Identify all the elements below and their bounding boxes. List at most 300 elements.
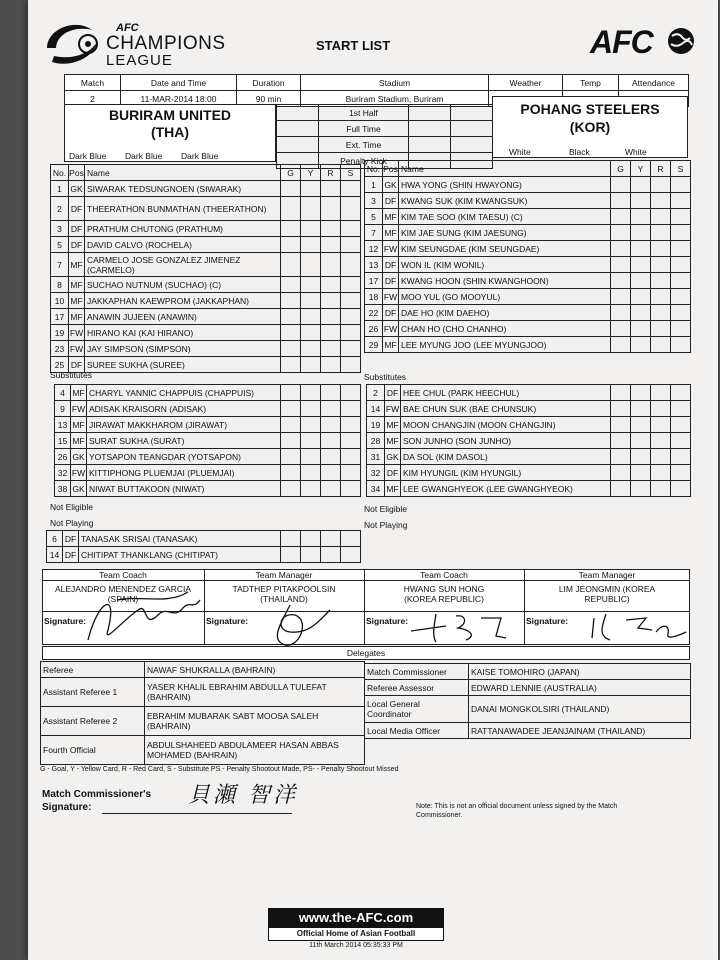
yellow-card-cell [301, 465, 321, 481]
home-team-name: BURIRAM UNITED [108, 107, 232, 123]
goal-cell [281, 385, 301, 401]
goal-cell [611, 481, 631, 497]
match-value: 2 [65, 91, 121, 107]
yellow-card-cell [301, 449, 321, 465]
player-number: 29 [365, 337, 383, 353]
player-number: 9 [55, 401, 71, 417]
delegate-name: ABDULSHAHEED ABDULAMEER HASAN ABBAS MOHAMED (BAHRAIN) [145, 736, 365, 765]
match-label: Match [65, 75, 121, 91]
yellow-card-cell [631, 449, 651, 465]
substitute-cell [341, 449, 361, 465]
player-position: FW [383, 321, 399, 337]
substitute-cell [671, 401, 691, 417]
delegate-name: DANAI MONGKOLSIRI (THAILAND) [469, 696, 691, 723]
yellow-card-cell [631, 337, 651, 353]
red-card-cell [651, 193, 671, 209]
comp-line3: LEAGUE [106, 52, 173, 69]
date-value: 11-MAR-2014 18:00 [121, 91, 237, 107]
player-row [365, 305, 691, 321]
substitute-cell [671, 209, 691, 225]
player-number: 32 [55, 465, 71, 481]
yellow-card-cell [301, 237, 321, 253]
validity-note: Note: This is not an official document unless signed by the Match Commissioner. [416, 803, 618, 819]
player-name: KWANG HOON (SHIN KWANGHOON) [399, 273, 611, 289]
player-number: 18 [365, 289, 383, 305]
delegate-role: Assistant Referee 2 [41, 707, 145, 736]
delegate-name: KAISE TOMOHIRO (JAPAN) [469, 664, 691, 680]
col-y: Y [301, 165, 321, 181]
player-row [367, 417, 691, 433]
player-name: CHARYL YANNIC CHAPPUIS (CHAPPUIS) [87, 385, 281, 401]
player-number: 14 [47, 547, 63, 563]
player-row [55, 465, 361, 481]
red-card-cell [651, 321, 671, 337]
goal-cell [611, 273, 631, 289]
substitute-cell [671, 337, 691, 353]
player-name: KITTIPHONG PLUEMJAI (PLUEMJAI) [87, 465, 281, 481]
player-name: KWANG SUK (KIM KWANGSUK) [399, 193, 611, 209]
player-row [51, 293, 361, 309]
delegate-name: NAWAF SHUKRALLA (BAHRAIN) [145, 662, 365, 678]
player-position: MF [69, 277, 85, 293]
player-position: GK [71, 481, 87, 497]
player-number: 4 [55, 385, 71, 401]
player-number: 3 [365, 193, 383, 209]
score-label-et: Ext. Time [319, 137, 409, 153]
red-card-cell [321, 357, 341, 373]
col-r: R [321, 165, 341, 181]
home-coach-signature [78, 580, 208, 650]
player-position: GK [71, 449, 87, 465]
yellow-card-cell [631, 481, 651, 497]
yellow-card-cell [631, 289, 651, 305]
player-name: DAVID CALVO (ROCHELA) [85, 237, 281, 253]
red-card-cell [651, 209, 671, 225]
substitute-cell [671, 305, 691, 321]
red-card-cell [321, 401, 341, 417]
goal-cell [281, 325, 301, 341]
red-card-cell [321, 221, 341, 237]
player-row [55, 449, 361, 465]
player-number: 14 [367, 401, 385, 417]
col-s: S [671, 161, 691, 177]
player-name: HIRANO KAI (KAI HIRANO) [85, 325, 281, 341]
substitute-cell [341, 277, 361, 293]
substitute-cell [341, 481, 361, 497]
player-number: 10 [51, 293, 69, 309]
substitute-cell [341, 357, 361, 373]
player-number: 8 [51, 277, 69, 293]
player-name: LEE MYUNG JOO (LEE MYUNGJOO) [399, 337, 611, 353]
comp-line1: AFC [116, 22, 139, 34]
home-substitutes-label: Substitutes [50, 370, 93, 380]
home-team-country: (THA) [150, 124, 190, 140]
player-name: SUCHAO NUTNUM (SUCHAO) (C) [85, 277, 281, 293]
player-number: 7 [365, 225, 383, 241]
player-position: MF [71, 433, 87, 449]
away-coach-label: Team Coach [420, 570, 468, 580]
temp-label: Temp [563, 75, 619, 91]
player-row [55, 433, 361, 449]
player-number: 2 [367, 385, 385, 401]
goal-cell [611, 321, 631, 337]
home-score-ft [277, 121, 319, 137]
score-label-ft: Full Time [319, 121, 409, 137]
player-name: MOO YUL (GO MOOYUL) [399, 289, 611, 305]
substitute-cell [341, 221, 361, 237]
red-card-cell [651, 241, 671, 257]
goal-cell [611, 337, 631, 353]
red-card-cell [651, 305, 671, 321]
red-card-cell [321, 385, 341, 401]
player-position: FW [71, 401, 87, 417]
delegate-role: Referee Assessor [365, 680, 469, 696]
red-card-cell [651, 449, 671, 465]
red-card-cell [321, 309, 341, 325]
player-number: 23 [51, 341, 69, 357]
player-name: PRATHUM CHUTONG (PRATHUM) [85, 221, 281, 237]
stadium-value: Buriram Stadium, Buriram [301, 91, 489, 107]
away-subs [367, 385, 691, 497]
red-card-cell [321, 277, 341, 293]
player-number: 2 [51, 197, 69, 221]
substitute-cell [671, 289, 691, 305]
goal-cell [281, 197, 301, 221]
away-kit-2: Black [569, 147, 590, 157]
yellow-card-cell [301, 385, 321, 401]
home-not-playing [47, 531, 361, 563]
home-manager-signature-label: Signature: [206, 616, 249, 626]
player-name: MOON CHANGJIN (MOON CHANGJIN) [401, 417, 611, 433]
home-score-1st [277, 105, 319, 121]
player-name: CHAN HO (CHO CHANHO) [399, 321, 611, 337]
delegates-right-table [364, 663, 691, 739]
substitute-cell [671, 241, 691, 257]
red-card-cell [321, 237, 341, 253]
footer-timestamp: 11th March 2014 05:35:33 PM [309, 942, 403, 949]
away-not-eligible-label: Not Eligible [364, 504, 407, 514]
substitute-cell [341, 197, 361, 221]
substitute-cell [341, 385, 361, 401]
delegate-role: Assistant Referee 1 [41, 678, 145, 707]
player-position: DF [383, 273, 399, 289]
red-card-cell [651, 273, 671, 289]
player-row [51, 309, 361, 325]
yellow-card-cell [301, 547, 321, 563]
player-position: MF [385, 481, 401, 497]
col-no: No. [51, 165, 69, 181]
globe-icon [666, 26, 696, 56]
yellow-card-cell [631, 241, 651, 257]
player-number: 12 [365, 241, 383, 257]
player-name: KIM JAE SUNG (KIM JAESUNG) [399, 225, 611, 241]
red-card-cell [651, 433, 671, 449]
page-title: START LIST [316, 38, 391, 53]
goal-cell [611, 177, 631, 193]
away-team-name: POHANG STEELERS [520, 101, 660, 117]
goal-cell [611, 241, 631, 257]
legend: G - Goal, Y - Yellow Card, R - Red Card, S - Substitute PS - Penalty Shootout Made, PS- - Penalty Shootout Missed [40, 766, 399, 773]
player-number: 17 [51, 309, 69, 325]
yellow-card-cell [301, 531, 321, 547]
red-card-cell [321, 531, 341, 547]
goal-cell [281, 341, 301, 357]
away-coach-signature [406, 606, 516, 646]
player-position: GK [383, 177, 399, 193]
away-manager-signature-label: Signature: [526, 616, 569, 626]
comp-line2: CHAMPIONS [106, 33, 226, 54]
player-position: FW [383, 289, 399, 305]
substitute-cell [341, 547, 361, 563]
substitute-cell [671, 433, 691, 449]
home-manager-label: Team Manager [255, 570, 313, 580]
player-name: KIM HYUNGIL (KIM HYUNGIL) [401, 465, 611, 481]
goal-cell [611, 257, 631, 273]
date-label: Date and Time [121, 75, 237, 91]
player-number: 32 [367, 465, 385, 481]
substitute-cell [341, 309, 361, 325]
home-manager-name: TADTHEP PITAKPOOLSIN (THAILAND) [232, 584, 336, 604]
player-row [51, 221, 361, 237]
goal-cell [281, 401, 301, 417]
player-position: DF [385, 385, 401, 401]
commissioner-signature: 貝瀬 智洋 [188, 783, 298, 808]
home-team-box [64, 104, 276, 162]
col-name: Name [399, 161, 611, 177]
player-number: 3 [51, 221, 69, 237]
delegate-role: Match Commissioner [365, 664, 469, 680]
substitute-cell [341, 341, 361, 357]
goal-cell [281, 433, 301, 449]
player-name: CARMELO JOSE GONZALEZ JIMENEZ (CARMELO) [85, 253, 281, 277]
yellow-card-cell [301, 433, 321, 449]
player-row [365, 289, 691, 305]
home-not-playing-label: Not Playing [50, 518, 94, 528]
substitute-cell [671, 481, 691, 497]
player-name: ANAWIN JUJEEN (ANAWIN) [85, 309, 281, 325]
player-name: LEE GWANGHYEOK (LEE GWANGHYEOK) [401, 481, 611, 497]
yellow-card-cell [301, 417, 321, 433]
goal-cell [281, 449, 301, 465]
red-card-cell [321, 547, 341, 563]
player-name: SON JUNHO (SON JUNHO) [401, 433, 611, 449]
home-coach-signature-label: Signature: [44, 616, 87, 626]
player-number: 15 [55, 433, 71, 449]
player-position: GK [385, 449, 401, 465]
yellow-card-cell [631, 177, 651, 193]
away-kit-1: White [509, 147, 531, 157]
goal-cell [281, 531, 301, 547]
player-position: DF [383, 257, 399, 273]
footer-badge [268, 908, 444, 948]
red-card-cell [321, 465, 341, 481]
substitute-cell [671, 385, 691, 401]
goal-cell [611, 193, 631, 209]
yellow-card-cell [631, 193, 651, 209]
player-name: JIRAWAT MAKKHAROM (JIRAWAT) [87, 417, 281, 433]
yellow-card-cell [301, 325, 321, 341]
player-row [367, 465, 691, 481]
player-name: DA SOL (KIM DASOL) [401, 449, 611, 465]
player-position: DF [385, 465, 401, 481]
home-coach-label: Team Coach [99, 570, 147, 580]
yellow-card-cell [631, 225, 651, 241]
goal-cell [281, 465, 301, 481]
player-row [47, 547, 361, 563]
divider [524, 569, 525, 645]
player-name: KIM TAE SOO (KIM TAESU) (C) [399, 209, 611, 225]
yellow-card-cell [301, 481, 321, 497]
yellow-card-cell [631, 273, 651, 289]
col-pos: Pos [383, 161, 399, 177]
player-row [365, 257, 691, 273]
goal-cell [281, 277, 301, 293]
substitute-cell [671, 177, 691, 193]
player-position: DF [69, 221, 85, 237]
col-g: G [611, 161, 631, 177]
delegates-header [42, 646, 690, 660]
substitute-cell [341, 253, 361, 277]
player-position: DF [63, 531, 79, 547]
substitute-cell [341, 237, 361, 253]
player-number: 34 [367, 481, 385, 497]
red-card-cell [651, 481, 671, 497]
delegate-role: Referee [41, 662, 145, 678]
substitute-cell [671, 273, 691, 289]
goal-cell [611, 209, 631, 225]
player-position: MF [383, 209, 399, 225]
home-coach-name: ALEJANDRO MENENDEZ GARCIA (SPAIN) [54, 584, 192, 604]
red-card-cell [651, 225, 671, 241]
player-position: DF [383, 305, 399, 321]
away-not-playing-label: Not Playing [364, 520, 408, 530]
yellow-card-cell [631, 321, 651, 337]
player-number: 1 [51, 181, 69, 197]
player-row [365, 241, 691, 257]
player-number: 26 [365, 321, 383, 337]
home-players [51, 181, 361, 373]
red-card-cell [321, 293, 341, 309]
substitute-cell [671, 225, 691, 241]
away-manager-label: Team Manager [578, 570, 636, 580]
goal-cell [281, 417, 301, 433]
red-card-cell [651, 385, 671, 401]
player-position: MF [383, 225, 399, 241]
player-position: FW [69, 325, 85, 341]
substitute-cell [671, 465, 691, 481]
weather-label: Weather [489, 75, 563, 91]
player-row [51, 277, 361, 293]
goal-cell [281, 309, 301, 325]
player-number: 7 [51, 253, 69, 277]
goal-cell [611, 401, 631, 417]
stadium-label: Stadium [301, 75, 489, 91]
player-row [55, 401, 361, 417]
col-no: No. [365, 161, 383, 177]
player-number: 17 [365, 273, 383, 289]
player-number: 5 [51, 237, 69, 253]
home-not-eligible-label: Not Eligible [50, 502, 93, 512]
goal-cell [281, 481, 301, 497]
yellow-card-cell [301, 221, 321, 237]
attendance-label: Attendance [619, 75, 689, 91]
yellow-card-cell [301, 357, 321, 373]
away-score-ft-b [451, 121, 493, 137]
away-lineup-table [364, 160, 691, 353]
player-position: DF [69, 197, 85, 221]
player-position: FW [69, 341, 85, 357]
score-label-1st: 1st Half [319, 105, 409, 121]
goal-cell [611, 289, 631, 305]
score-label-pk: Penalty Kick [319, 153, 409, 169]
afc-logo [588, 22, 698, 62]
player-position: MF [71, 385, 87, 401]
col-name: Name [85, 165, 281, 181]
player-position: DF [63, 547, 79, 563]
goal-cell [611, 225, 631, 241]
away-coach-signature-label: Signature: [366, 616, 409, 626]
away-manager-signature [586, 606, 696, 646]
player-position: DF [69, 357, 85, 373]
footer-url: www.the-AFC.com [268, 908, 444, 928]
substitute-cell [671, 417, 691, 433]
red-card-cell [651, 465, 671, 481]
goal-cell [611, 305, 631, 321]
goal-cell [281, 181, 301, 197]
delegates-left-table [40, 661, 365, 765]
player-row [51, 197, 361, 221]
away-score-1st-b [451, 105, 493, 121]
red-card-cell [651, 289, 671, 305]
away-team-country: (KOR) [569, 119, 611, 135]
home-not-playing-table [46, 530, 361, 563]
yellow-card-cell [301, 401, 321, 417]
delegate-name: EDWARD LENNIE (AUSTRALIA) [469, 680, 691, 696]
delegate-name: EBRAHIM MUBARAK SABT MOOSA SALEH (BAHRAIN) [145, 707, 365, 736]
player-position: FW [385, 401, 401, 417]
red-card-cell [651, 337, 671, 353]
yellow-card-cell [301, 277, 321, 293]
home-lineup-table [50, 164, 361, 373]
substitute-cell [671, 321, 691, 337]
player-name: DAE HO (KIM DAEHO) [399, 305, 611, 321]
player-name: YOTSAPON TEANGDAR (YOTSAPON) [87, 449, 281, 465]
player-row [367, 385, 691, 401]
substitute-cell [341, 417, 361, 433]
red-card-cell [651, 257, 671, 273]
start-list-sheet [28, 0, 718, 960]
goal-cell [281, 357, 301, 373]
red-card-cell [321, 197, 341, 221]
yellow-card-cell [631, 385, 651, 401]
home-kit-2: Dark Blue [125, 151, 163, 161]
goal-cell [281, 547, 301, 563]
player-number: 13 [55, 417, 71, 433]
player-row [51, 253, 361, 277]
home-subs [55, 385, 361, 497]
col-y: Y [631, 161, 651, 177]
substitute-cell [671, 193, 691, 209]
player-name: WON IL (KIM WONIL) [399, 257, 611, 273]
goal-cell [611, 385, 631, 401]
player-position: FW [71, 465, 87, 481]
goal-cell [281, 221, 301, 237]
player-name: HWA YONG (SHIN HWAYONG) [399, 177, 611, 193]
player-number: 5 [365, 209, 383, 225]
player-row [365, 337, 691, 353]
away-players [365, 177, 691, 353]
player-position: MF [71, 417, 87, 433]
